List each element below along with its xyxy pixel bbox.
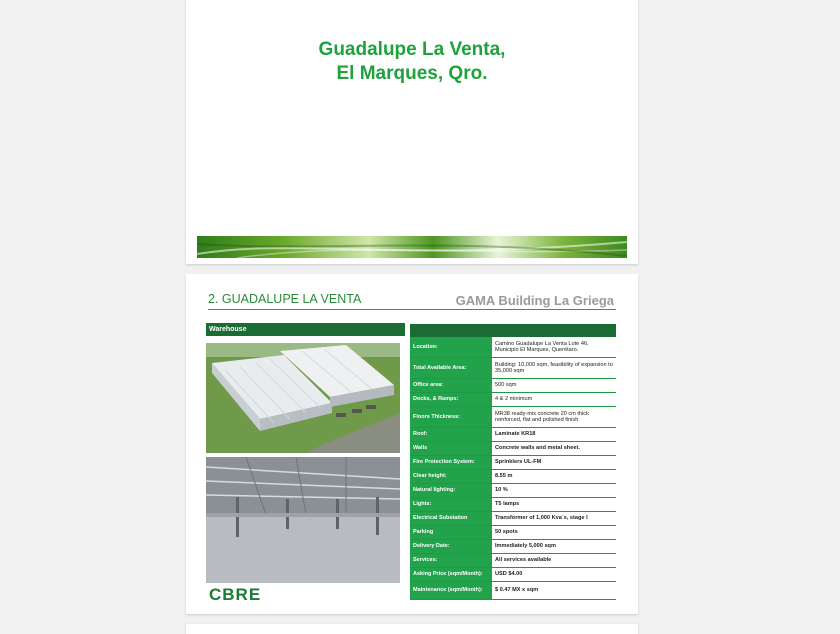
spec-row — [410, 358, 616, 379]
property-sheet-page — [186, 274, 638, 614]
spec-value: USD $4.00 — [495, 571, 523, 578]
cover-banner — [197, 236, 627, 258]
spec-label: Walls — [410, 442, 492, 455]
spec-row — [410, 393, 616, 407]
spec-value: Concrete walls and metal sheet. — [495, 445, 580, 452]
spec-value: Building: 10,000 sqm, feasibility of expansion to 35,000 sqm — [495, 361, 613, 374]
spec-value: 50 spots — [495, 529, 518, 536]
spec-row — [410, 442, 616, 456]
spec-value: Transformer of 1,000 Kva´s, stage I — [495, 515, 588, 522]
spec-row — [410, 456, 616, 470]
warehouse-header: Warehouse — [206, 323, 405, 336]
aerial-warehouse-photo — [206, 343, 400, 453]
spec-label: Total Available Area: — [410, 358, 492, 378]
interior-warehouse-photo — [206, 457, 400, 583]
spec-row — [410, 568, 616, 582]
spec-label: Location: — [410, 337, 492, 357]
spec-label: Delivery Date: — [410, 540, 492, 553]
spec-value: 500 sqm — [495, 382, 517, 389]
spec-row — [410, 512, 616, 526]
spec-label: Maintenance (sqm/Month): — [410, 582, 492, 599]
spec-row — [410, 470, 616, 484]
spec-row — [410, 498, 616, 512]
section-title: 2. GUADALUPE LA VENTA — [208, 292, 362, 306]
spec-row — [410, 554, 616, 568]
spec-label: Parking — [410, 526, 492, 539]
next-page-edge — [186, 624, 638, 634]
cbre-logo: CBRE — [209, 585, 262, 604]
spec-row — [410, 379, 616, 393]
spec-value: Sprinklers UL-FM — [495, 459, 542, 466]
spec-label: Natural lighting: — [410, 484, 492, 497]
spec-label: Docks, & Ramps: — [410, 393, 492, 406]
spec-value: MR38 ready-mix concrete 20 cm thick reinforced, flat and polished finish — [495, 410, 589, 423]
spec-value: 8.55 m — [495, 473, 513, 480]
spec-value: All services available — [495, 557, 552, 564]
spec-label: Lights: — [410, 498, 492, 511]
spec-value: Camino Guadalupe La Venta Lote 46, Municipio El Marques, Querétaro. — [495, 340, 589, 353]
spec-label: Office area: — [410, 379, 492, 392]
spec-row — [410, 337, 616, 358]
spec-value: Laminate KR18 — [495, 431, 536, 438]
spec-label: Services: — [410, 554, 492, 567]
cover-page — [186, 0, 638, 264]
cover-title-line1: Guadalupe La Venta, — [318, 39, 506, 60]
spec-label: Floors Thickness: — [410, 407, 492, 427]
spec-value: 4 & 2 minimum — [495, 396, 533, 403]
spec-row — [410, 428, 616, 442]
spec-value: T5 lamps — [495, 501, 520, 508]
spec-value: Immediately 5,000 sqm — [495, 543, 556, 550]
spec-table-header — [410, 324, 616, 337]
spec-label: Roof: — [410, 428, 492, 441]
cover-title-line2: El Marques, Qro. — [336, 63, 488, 84]
section-divider — [208, 309, 616, 310]
spec-row — [410, 582, 616, 600]
spec-table — [410, 324, 616, 600]
spec-label: Asking Price (sqm/Month): — [410, 568, 492, 581]
spec-label: Fire Protection System: — [410, 456, 492, 469]
spec-row — [410, 540, 616, 554]
building-name: GAMA Building La Griega — [455, 293, 614, 308]
spec-value: 10 % — [495, 487, 508, 494]
spec-row — [410, 407, 616, 428]
spec-row — [410, 526, 616, 540]
spec-label: Clear height: — [410, 470, 492, 483]
spec-row — [410, 484, 616, 498]
spec-value: $ 0.47 MX x sqm — [495, 587, 539, 594]
spec-label: Electrical Substation — [410, 512, 492, 525]
